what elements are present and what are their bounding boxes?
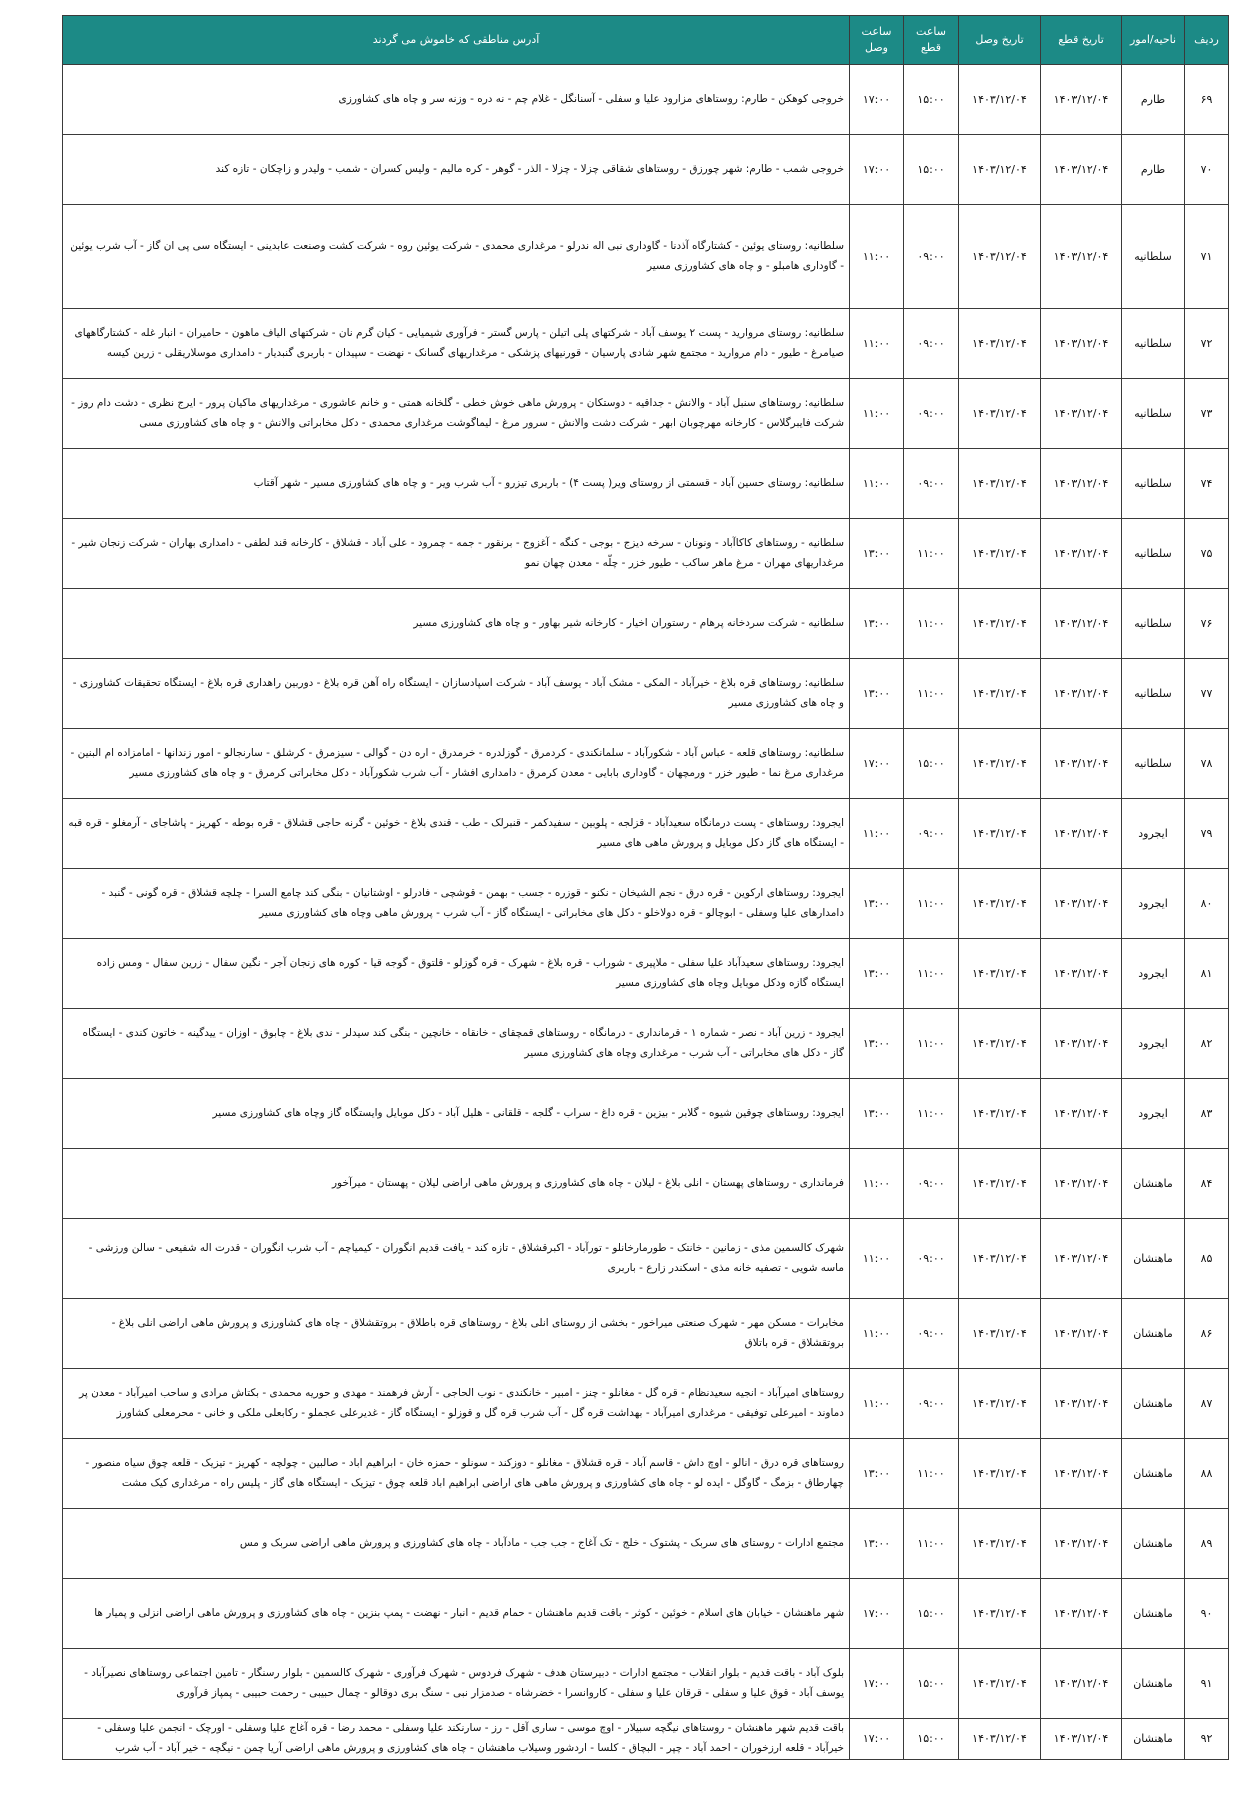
area-cell: طارم	[1122, 65, 1185, 135]
address-cell: خروجی شمب - طارم: شهر چورزق - روستاهای شقاقی چزلا - چزلا - الذر - گوهر - کره مالیم - ولیس کسران - شمب - ولیدر و زاچکان - تازه کند	[63, 135, 850, 205]
table-body	[63, 65, 1229, 1760]
area-cell: ماهنشان	[1122, 1579, 1185, 1649]
date-cut-cell: ۱۴۰۳/۱۲/۰۴	[1041, 1009, 1122, 1079]
time-cut-cell: ۱۵:۰۰	[904, 65, 959, 135]
area-cell: سلطانیه	[1122, 659, 1185, 729]
time-connect-cell: ۱۷:۰۰	[850, 1579, 904, 1649]
date-cut-cell: ۱۴۰۳/۱۲/۰۴	[1041, 1219, 1122, 1299]
table-row	[63, 1219, 1229, 1299]
table-row	[63, 1009, 1229, 1079]
row-number: ۷۲	[1185, 309, 1229, 379]
date-connect-cell: ۱۴۰۳/۱۲/۰۴	[959, 1149, 1041, 1219]
date-connect-cell: ۱۴۰۳/۱۲/۰۴	[959, 1579, 1041, 1649]
date-connect-cell: ۱۴۰۳/۱۲/۰۴	[959, 65, 1041, 135]
area-cell: ماهنشان	[1122, 1149, 1185, 1219]
address-cell: روستاهای امیرآباد - انجیه سعیدنظام - قره گل - مغانلو - چنز - امبیر - خانکندی - نوب الحاجی - آرش فرهمند - مهدی و حوریه محمدی - بکتاش مرادی و ساحب امیرآباد - معدن پر دماوند - امیرعلی توفیقی - مرغداری امیرآباد - بهداشت قره گل - آب شرب قره گل و قوزلو - ایستگاه گاز - غدیرعلی عجملو - رکابعلی ملکی و خانی - محرمعلی کشاورز	[63, 1369, 850, 1439]
time-cut-cell: ۱۱:۰۰	[904, 869, 959, 939]
address-cell: ایجرود: روستاهای چوقین شیوه - گلابر - بیزین - قره داغ - سراب - گلجه - قلقانی - هلیل آباد - دکل موبایل وایستگاه گاز وچاه های کشاورزی مسیر	[63, 1079, 850, 1149]
area-cell: ماهنشان	[1122, 1439, 1185, 1509]
area-cell: ماهنشان	[1122, 1509, 1185, 1579]
time-connect-cell: ۱۱:۰۰	[850, 1219, 904, 1299]
address-cell: سلطانیه: روستاهای قره بلاغ - خیرآباد - المکی - مشک آباد - یوسف آباد - شرکت اسپادسازان - ایستگاه راه آهن قره بلاغ - دوربین راهداری قره بلاغ - ایستگاه تحقیقات کشاورزی - و چاه های کشاورزی مسیر	[63, 659, 850, 729]
date-cut-cell: ۱۴۰۳/۱۲/۰۴	[1041, 449, 1122, 519]
date-connect-cell: ۱۴۰۳/۱۲/۰۴	[959, 799, 1041, 869]
time-cut-cell: ۰۹:۰۰	[904, 799, 959, 869]
date-connect-cell: ۱۴۰۳/۱۲/۰۴	[959, 1009, 1041, 1079]
address-cell: سلطانیه: روستای یوئین - کشتارگاه آذدنا - گاوداری نبی اله ندرلو - مرغداری محمدی - شرکت یوئین روه - شرکت کشت وصنعت عابدینی - ایستگاه سی پی ان گاز - آب شرب یوئین - گاوداری هامبلو - و چاه های کشاورزی مسیر	[63, 205, 850, 309]
table-row	[63, 205, 1229, 309]
date-cut-cell: ۱۴۰۳/۱۲/۰۴	[1041, 1149, 1122, 1219]
time-connect-cell: ۱۷:۰۰	[850, 729, 904, 799]
area-cell: سلطانیه	[1122, 205, 1185, 309]
header-date-cut: تاریخ قطع	[1041, 16, 1122, 65]
header-row-number: ردیف	[1185, 16, 1229, 65]
date-cut-cell: ۱۴۰۳/۱۲/۰۴	[1041, 309, 1122, 379]
table-row	[63, 1719, 1229, 1760]
row-number: ۹۰	[1185, 1579, 1229, 1649]
area-cell: سلطانیه	[1122, 379, 1185, 449]
date-connect-cell: ۱۴۰۳/۱۲/۰۴	[959, 729, 1041, 799]
row-number: ۹۱	[1185, 1649, 1229, 1719]
date-connect-cell: ۱۴۰۳/۱۲/۰۴	[959, 659, 1041, 729]
table-row	[63, 729, 1229, 799]
time-connect-cell: ۱۷:۰۰	[850, 65, 904, 135]
address-cell: سلطانیه: روستای مروارید - پست ۲ یوسف آباد - شرکتهای پلی اتیلن - پارس گستر - فرآوری شیمیایی - کیان گرم نان - شرکتهای الیاف ماهون - حامیران - انبار غله - کشتارگاههای صیامرغ - طیور - دام مروارید - مجتمع شهر شادی پارسیان - قورنیهای پزشکی - مرغداریهای گسانک - نهضت - سپیدان - باربری گنبدیار - دامداری موسلاریقلی - زرین کیسه	[63, 309, 850, 379]
row-number: ۸۱	[1185, 939, 1229, 1009]
address-cell: روستاهای قره درق - انالو - اوچ داش - قاسم آباد - قره قشلاق - مغانلو - دوزکند - سونلو - حمزه خان - ابراهیم اباد - صالبین - چولچه - کهریز - تیزیک - قلعه چوق سیاه منصور - چهارطاق - بزمگ - گاوگل - ایده لو - چاه های کشاورزی و پرورش ماهی های اراضی ابراهیم اباد قلعه چوق - تیزیک - ایستگاه های گاز - پلیس راه - مرغداری کیک مشت	[63, 1439, 850, 1509]
address-cell: ایجرود - زرین آباد - نصر - شماره ۱ - قرمانداری - درمانگاه - روستاهای قمچقای - خانقاه - خانچین - بنگی کند سیدلر - ندی بلاغ - چابوق - اوزان - ییدگینه - خاتون کندی - ایستگاه گاز - دکل های مخابراتی - آب شرب - مرغداری وچاه های کشاورزی مسیر	[63, 1009, 850, 1079]
date-connect-cell: ۱۴۰۳/۱۲/۰۴	[959, 1719, 1041, 1760]
time-connect-cell: ۱۷:۰۰	[850, 1719, 904, 1760]
time-cut-cell: ۱۱:۰۰	[904, 659, 959, 729]
date-connect-cell: ۱۴۰۳/۱۲/۰۴	[959, 1299, 1041, 1369]
table-row	[63, 1509, 1229, 1579]
date-cut-cell: ۱۴۰۳/۱۲/۰۴	[1041, 1079, 1122, 1149]
area-cell: ایجرود	[1122, 1079, 1185, 1149]
time-connect-cell: ۱۳:۰۰	[850, 589, 904, 659]
date-cut-cell: ۱۴۰۳/۱۲/۰۴	[1041, 799, 1122, 869]
date-cut-cell: ۱۴۰۳/۱۲/۰۴	[1041, 135, 1122, 205]
date-cut-cell: ۱۴۰۳/۱۲/۰۴	[1041, 1439, 1122, 1509]
time-cut-cell: ۰۹:۰۰	[904, 1149, 959, 1219]
row-number: ۹۲	[1185, 1719, 1229, 1760]
address-cell: باقت قدیم شهر ماهنشان - روستاهای نیگچه سبیلار - اوچ موسی - ساری آقل - رز - سارنکند علیا وسفلی - محمد رضا - قره آغاج علیا وسفلی - اورچک - انجمن علیا وسفلی - خیرآباد - قلعه ارزخوران - احمد آباد - چپر - البچاق - کلسا - اردشور وسیلاب ماهنشان - چاه های کشاورزی و پرورش ماهی اراضی آریا چمن - نیگچه - خیر آباد - آب شرب	[63, 1719, 850, 1760]
time-cut-cell: ۱۵:۰۰	[904, 1649, 959, 1719]
date-connect-cell: ۱۴۰۳/۱۲/۰۴	[959, 309, 1041, 379]
table-row	[63, 1649, 1229, 1719]
row-number: ۷۶	[1185, 589, 1229, 659]
date-connect-cell: ۱۴۰۳/۱۲/۰۴	[959, 1219, 1041, 1299]
address-cell: سلطانیه: روستای حسین آباد - قسمتی از روستای ویر( پست ۴) - باربری تیزرو - آب شرب ویر - و چاه های کشاورزی مسیر - شهر آقتاب	[63, 449, 850, 519]
table-row	[63, 799, 1229, 869]
time-connect-cell: ۱۳:۰۰	[850, 869, 904, 939]
row-number: ۸۴	[1185, 1149, 1229, 1219]
area-cell: ماهنشان	[1122, 1649, 1185, 1719]
address-cell: سلطانیه - روستاهای کاکاآباد - ونونان - سرخه دیزج - بوجی - کنگه - آغزوج - برنقور - جمه - چمرود - علی آباد - قشلاق - کارخانه قند لطفی - دامداری بهاران - شرکت زنجان شیر - مرغداریهای مهران - مرغ ماهر ساکب - طیور خزر - چلّه - معدن چهان نمو	[63, 519, 850, 589]
table-row	[63, 135, 1229, 205]
date-connect-cell: ۱۴۰۳/۱۲/۰۴	[959, 1439, 1041, 1509]
row-number: ۸۶	[1185, 1299, 1229, 1369]
header-area: ناحیه/امور	[1122, 16, 1185, 65]
time-connect-cell: ۱۳:۰۰	[850, 659, 904, 729]
date-connect-cell: ۱۴۰۳/۱۲/۰۴	[959, 1509, 1041, 1579]
table-row	[63, 65, 1229, 135]
time-connect-cell: ۱۱:۰۰	[850, 379, 904, 449]
table-row	[63, 1439, 1229, 1509]
time-cut-cell: ۱۵:۰۰	[904, 729, 959, 799]
address-cell: ایجرود: روستاهای ارکوین - قره درق - نجم الشیخان - نکنو - قوزره - جسب - بهمن - قوشچی - فادرلو - اوشتانیان - بنگی کند چامع السرا - چلچه قشلاق - قره گونی - گنبد - دامدارهای علیا وسفلی - ابوچالو - قره دولاخلو - دکل های مخابراتی - ایستگاه گاز - آب شرب - پرورش ماهی وچاه های کشاورزی مسیر	[63, 869, 850, 939]
table-row	[63, 379, 1229, 449]
header-time-connect: ساعت وصل	[850, 16, 904, 65]
date-cut-cell: ۱۴۰۳/۱۲/۰۴	[1041, 1369, 1122, 1439]
area-cell: ایجرود	[1122, 939, 1185, 1009]
date-connect-cell: ۱۴۰۳/۱۲/۰۴	[959, 939, 1041, 1009]
time-cut-cell: ۱۱:۰۰	[904, 1009, 959, 1079]
table-row	[63, 1079, 1229, 1149]
row-number: ۷۵	[1185, 519, 1229, 589]
address-cell: سلطانیه: روستاهای سنبل آباد - والانش - جداقیه - دوستکان - پرورش ماهی خوش خطی - گلخانه همتی - و خانم عاشوری - مرغداریهای ماکیان پرور - ایرج نظری - دشت دام روز - شرکت فایبرگلاس - کارخانه مهرچوبان ابهر - شرکت دشت والانش - سرور مرغ - لیماگوشت مرغداری محمدی - دکل مخابراتی والانش - و چاه های کشاورزی مسی	[63, 379, 850, 449]
address-cell: ایجرود: روستاهای - پست درمانگاه سعیدآباد - قزلجه - پلوبین - سفیدکمر - قنبرلک - طب - قندی بلاغ - خوئین - گرنه حاجی قشلاق - قره بوطه - کهریز - پاشاجای - آرمغلو - قره قبه - ایستگاه های گاز دکل موبایل و پرورش ماهی های مسیر	[63, 799, 850, 869]
date-cut-cell: ۱۴۰۳/۱۲/۰۴	[1041, 65, 1122, 135]
date-cut-cell: ۱۴۰۳/۱۲/۰۴	[1041, 729, 1122, 799]
time-connect-cell: ۱۱:۰۰	[850, 1149, 904, 1219]
date-cut-cell: ۱۴۰۳/۱۲/۰۴	[1041, 205, 1122, 309]
time-cut-cell: ۱۵:۰۰	[904, 1579, 959, 1649]
row-number: ۸۵	[1185, 1219, 1229, 1299]
time-connect-cell: ۱۱:۰۰	[850, 205, 904, 309]
row-number: ۸۳	[1185, 1079, 1229, 1149]
address-cell: مخابرات - مسکن مهر - شهرک صنعتی میراخور - بخشی از روستای انلی بلاغ - روستاهای قره باطلاق - بروتقشلاق - چاه های کشاورزی و پرورش ماهی اراضی انلی بلاغ - بروتقشلاق - قره باتلاق	[63, 1299, 850, 1369]
time-connect-cell: ۱۳:۰۰	[850, 519, 904, 589]
time-cut-cell: ۰۹:۰۰	[904, 205, 959, 309]
row-number: ۸۰	[1185, 869, 1229, 939]
time-connect-cell: ۱۳:۰۰	[850, 1079, 904, 1149]
table-row	[63, 1369, 1229, 1439]
date-cut-cell: ۱۴۰۳/۱۲/۰۴	[1041, 379, 1122, 449]
area-cell: ماهنشان	[1122, 1299, 1185, 1369]
area-cell: ایجرود	[1122, 1009, 1185, 1079]
table-row	[63, 1579, 1229, 1649]
time-cut-cell: ۰۹:۰۰	[904, 379, 959, 449]
time-connect-cell: ۱۳:۰۰	[850, 1439, 904, 1509]
time-connect-cell: ۱۷:۰۰	[850, 1649, 904, 1719]
table-row	[63, 309, 1229, 379]
date-cut-cell: ۱۴۰۳/۱۲/۰۴	[1041, 1579, 1122, 1649]
time-connect-cell: ۱۱:۰۰	[850, 1299, 904, 1369]
time-connect-cell: ۱۷:۰۰	[850, 135, 904, 205]
table-header	[63, 16, 1229, 65]
area-cell: ماهنشان	[1122, 1219, 1185, 1299]
time-connect-cell: ۱۱:۰۰	[850, 449, 904, 519]
address-cell: سلطانیه - شرکت سردخانه پرهام - رستوران اخیار - کارخانه شیر بهاور - و چاه های کشاورزی مسیر	[63, 589, 850, 659]
address-cell: مجتمع ادارات - روستای های سربک - پشتوک - خلج - تک آغاج - جب جب - مادآباد - چاه های کشاورزی و پرورش ماهی اراضی سربک و مس	[63, 1509, 850, 1579]
time-connect-cell: ۱۳:۰۰	[850, 1009, 904, 1079]
table-row	[63, 519, 1229, 589]
area-cell: سلطانیه	[1122, 449, 1185, 519]
date-connect-cell: ۱۴۰۳/۱۲/۰۴	[959, 379, 1041, 449]
date-cut-cell: ۱۴۰۳/۱۲/۰۴	[1041, 1299, 1122, 1369]
date-cut-cell: ۱۴۰۳/۱۲/۰۴	[1041, 659, 1122, 729]
time-cut-cell: ۰۹:۰۰	[904, 1299, 959, 1369]
header-address: آدرس مناطقی که خاموش می گردند	[63, 16, 850, 65]
address-cell: خروجی کوهکن - طارم: روستاهای مزارود علیا و سفلی - آسنانگل - غلام چم - نه دره - وزنه سر و چاه های کشاورزی	[63, 65, 850, 135]
address-cell: فرمانداری - روستاهای پهستان - انلی بلاغ - لیلان - چاه های کشاورزی و پرورش ماهی اراضی لیلان - پهستان - میرآخور	[63, 1149, 850, 1219]
time-cut-cell: ۱۱:۰۰	[904, 1439, 959, 1509]
time-connect-cell: ۱۳:۰۰	[850, 1509, 904, 1579]
table-row	[63, 449, 1229, 519]
area-cell: سلطانیه	[1122, 589, 1185, 659]
row-number: ۶۹	[1185, 65, 1229, 135]
time-connect-cell: ۱۱:۰۰	[850, 799, 904, 869]
row-number: ۷۸	[1185, 729, 1229, 799]
area-cell: سلطانیه	[1122, 729, 1185, 799]
date-connect-cell: ۱۴۰۳/۱۲/۰۴	[959, 519, 1041, 589]
date-connect-cell: ۱۴۰۳/۱۲/۰۴	[959, 1649, 1041, 1719]
time-cut-cell: ۱۵:۰۰	[904, 135, 959, 205]
date-cut-cell: ۱۴۰۳/۱۲/۰۴	[1041, 1719, 1122, 1760]
row-number: ۸۸	[1185, 1439, 1229, 1509]
row-number: ۷۷	[1185, 659, 1229, 729]
row-number: ۸۲	[1185, 1009, 1229, 1079]
date-connect-cell: ۱۴۰۳/۱۲/۰۴	[959, 1369, 1041, 1439]
time-connect-cell: ۱۳:۰۰	[850, 939, 904, 1009]
date-cut-cell: ۱۴۰۳/۱۲/۰۴	[1041, 939, 1122, 1009]
date-cut-cell: ۱۴۰۳/۱۲/۰۴	[1041, 1509, 1122, 1579]
area-cell: ماهنشان	[1122, 1369, 1185, 1439]
time-cut-cell: ۱۱:۰۰	[904, 519, 959, 589]
date-connect-cell: ۱۴۰۳/۱۲/۰۴	[959, 205, 1041, 309]
time-cut-cell: ۰۹:۰۰	[904, 449, 959, 519]
row-number: ۸۷	[1185, 1369, 1229, 1439]
date-cut-cell: ۱۴۰۳/۱۲/۰۴	[1041, 869, 1122, 939]
address-cell: شهرک کالسمین مذی - زمانین - خانتک - طورمارخانلو - تورآباد - اکبرقشلاق - تازه کند - یافت قدیم انگوران - کیمیاچم - آب شرب انگوران - قدرت اله شفیعی - سالن ورزشی - ماسه شویی - تصفیه خانه مذی - اسکندر زارع - باربری	[63, 1219, 850, 1299]
time-cut-cell: ۱۱:۰۰	[904, 1509, 959, 1579]
date-cut-cell: ۱۴۰۳/۱۲/۰۴	[1041, 589, 1122, 659]
date-cut-cell: ۱۴۰۳/۱۲/۰۴	[1041, 1649, 1122, 1719]
row-number: ۷۰	[1185, 135, 1229, 205]
address-cell: بلوک آباد - باقت قدیم - بلوار انقلاب - مجتمع ادارات - دبیرستان هدف - شهرک فردوس - شهرک فرآوری - شهرک کالسمین - بلوار رسنگار - تامین اجتماعی روستاهای نصیرآباد - یوسف آباد - قوق علیا و سفلی - قرقان علیا و سفلی - کاروانسرا - خضرشاه - صدمزار نبی - سنگ بری دوقالو - چمال حبیبی - رحمت حبیبی - پمپاز قرآوری	[63, 1649, 850, 1719]
address-cell: شهر ماهنشان - خیابان های اسلام - خوئین - کوثر - باقت قدیم ماهنشان - حمام قدیم - انبار - نهضت - پمپ بنزین - چاه های کشاورزی و پرورش ماهی اراضی انزلی و پمیار ها	[63, 1579, 850, 1649]
time-cut-cell: ۱۱:۰۰	[904, 939, 959, 1009]
table-row	[63, 589, 1229, 659]
table-row	[63, 939, 1229, 1009]
address-cell: ایجرود: روستاهای سعیدآباد علیا سفلی - ملاپیری - شوراب - قره بلاغ - شهرک - قره گوزلو - قلتوق - گوجه قیا - کوره های زنجان آجر - نگین سفال - زرین سفال - ومس زاده ایستگاه گازه ودکل موبایل وچاه های کشاورزی مسیر	[63, 939, 850, 1009]
area-cell: ایجرود	[1122, 799, 1185, 869]
table-row	[63, 659, 1229, 729]
area-cell: ایجرود	[1122, 869, 1185, 939]
date-cut-cell: ۱۴۰۳/۱۲/۰۴	[1041, 519, 1122, 589]
time-cut-cell: ۱۵:۰۰	[904, 1719, 959, 1760]
time-cut-cell: ۰۹:۰۰	[904, 309, 959, 379]
time-cut-cell: ۰۹:۰۰	[904, 1369, 959, 1439]
row-number: ۷۱	[1185, 205, 1229, 309]
row-number: ۷۴	[1185, 449, 1229, 519]
header-time-cut: ساعت قطع	[904, 16, 959, 65]
area-cell: سلطانیه	[1122, 309, 1185, 379]
time-cut-cell: ۱۱:۰۰	[904, 589, 959, 659]
date-connect-cell: ۱۴۰۳/۱۲/۰۴	[959, 589, 1041, 659]
row-number: ۷۹	[1185, 799, 1229, 869]
time-connect-cell: ۱۱:۰۰	[850, 1369, 904, 1439]
table-row	[63, 1149, 1229, 1219]
address-cell: سلطانیه: روستاهای قلعه - عباس آباد - شکورآباد - سلمانکندی - کردمرق - گوزلدره - خرمدرق - اره دن - گوالی - سیزمرق - کرشلق - سارنجالو - امور زندانها - امامزاده ام البنین - مرغداری مرغ نما - طیور خزر - ورمچهان - گاوداری بابایی - معدن کرمرق - دامداری افشار - آب شرب شکورآباد - دکل مخابراتی کرمرق - و چاه های کشاورزی مسیر	[63, 729, 850, 799]
time-cut-cell: ۱۱:۰۰	[904, 1079, 959, 1149]
date-connect-cell: ۱۴۰۳/۱۲/۰۴	[959, 869, 1041, 939]
date-connect-cell: ۱۴۰۳/۱۲/۰۴	[959, 135, 1041, 205]
row-number: ۷۳	[1185, 379, 1229, 449]
outage-table	[62, 15, 1229, 1760]
area-cell: طارم	[1122, 135, 1185, 205]
date-connect-cell: ۱۴۰۳/۱۲/۰۴	[959, 1079, 1041, 1149]
area-cell: ماهنشان	[1122, 1719, 1185, 1760]
table-row	[63, 869, 1229, 939]
header-date-connect: تاریخ وصل	[959, 16, 1041, 65]
time-cut-cell: ۰۹:۰۰	[904, 1219, 959, 1299]
table-row	[63, 1299, 1229, 1369]
row-number: ۸۹	[1185, 1509, 1229, 1579]
time-connect-cell: ۱۱:۰۰	[850, 309, 904, 379]
date-connect-cell: ۱۴۰۳/۱۲/۰۴	[959, 449, 1041, 519]
area-cell: سلطانیه	[1122, 519, 1185, 589]
